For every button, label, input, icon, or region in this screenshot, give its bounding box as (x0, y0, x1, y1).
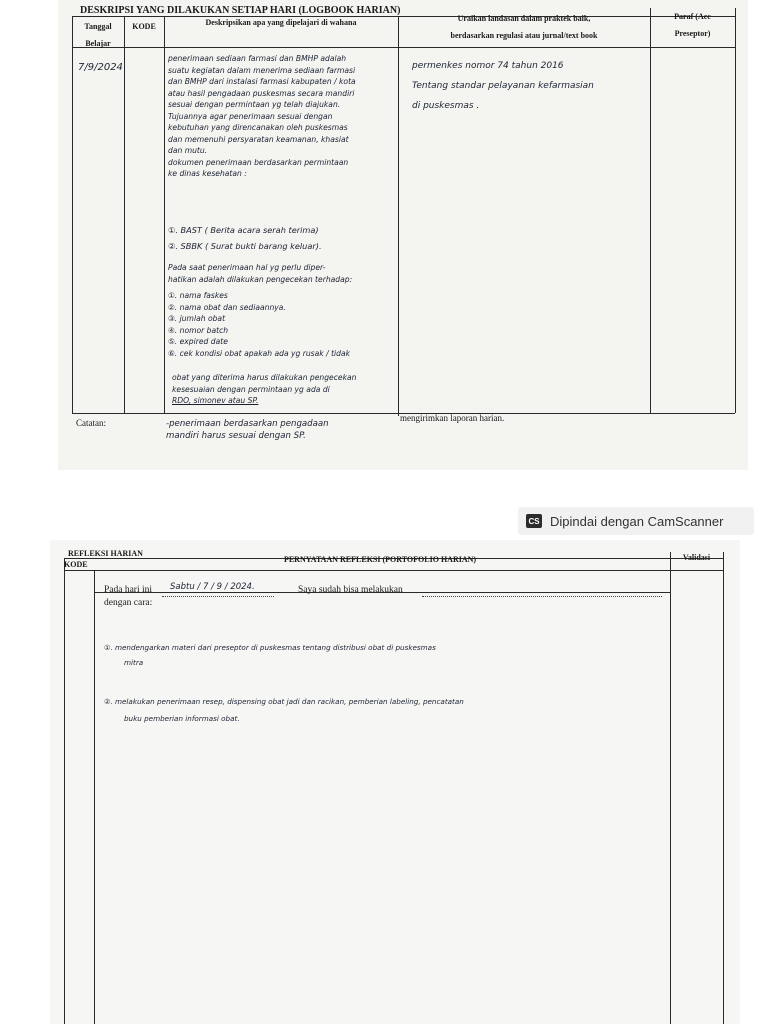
closing-line: obat yang diterima harus dilakukan pengecekan (172, 373, 357, 382)
camscanner-text: Dipindai dengan CamScanner (550, 513, 724, 529)
check-intro-line: Pada saat penerimaan hal yg perlu diper- (168, 263, 326, 272)
reflection-line: ①. mendengarkan materi dari preseptor di puskesmas tentang distribusi obat di puskesmas (104, 643, 436, 652)
logbook-page (58, 0, 748, 470)
regulation-list (412, 56, 594, 116)
camscanner-watermark (518, 507, 754, 535)
catatan-label: Catatan: (76, 418, 106, 428)
description-line: dokumen penerimaan berdasarkan permintaan (168, 157, 349, 167)
closing-line: RDO, simonev atau SP. (172, 396, 259, 405)
checklist-item: ④. nomor batch (168, 325, 229, 335)
reflection-line: mitra (124, 658, 144, 667)
table-left-border (72, 16, 73, 413)
table-header-divider (72, 47, 735, 48)
description-line: dan memenuhi persyaratan keamanan, khasiat (168, 134, 349, 144)
description-list (168, 53, 356, 180)
header-uraikan-line1: Uraikan landasan dalam praktek baik, (457, 14, 591, 23)
reflection-point-2 (104, 692, 464, 726)
camscanner-icon: CS (526, 514, 542, 528)
table-right-border (735, 8, 736, 413)
header-paraf-line1: Paraf (Acc (674, 12, 711, 21)
entry-date: 7/9/2024 (78, 62, 123, 73)
header-paraf-line2: Preseptor) (674, 29, 711, 38)
header-kode: KODE (132, 22, 156, 31)
refleksi-header-divider (64, 570, 723, 571)
catatan-right-text: mengirimkan laporan harian. (400, 413, 505, 423)
col-divider-kode (164, 16, 165, 413)
checklist-item: ②. nama obat dan sediaannya. (168, 302, 286, 312)
checklist (168, 290, 350, 359)
description-line: penerimaan sediaan farmasi dan BMHP adalah (168, 54, 347, 63)
catatan-notes (166, 418, 329, 442)
refleksi-page (50, 540, 740, 1024)
refleksi-validasi: Validasi (682, 553, 711, 562)
checklist-item: ①. nama faskes (168, 291, 228, 300)
description-line: dan BMHP dari instalasi farmasi kabupaten / kota (168, 77, 356, 86)
checklist-item: ③. jumlah obat (168, 314, 226, 323)
description-line: dan mutu. (168, 146, 208, 155)
checklist-item: ⑥. cek kondisi obat apakah ada yg rusak / tidak (168, 348, 351, 358)
regulation-line: Tentang standar pelayanan kefarmasian (412, 81, 594, 91)
check-intro-line: hatikan adalah dilakukan pengecekan terhadap: (168, 274, 353, 284)
col-divider-deskripsi (398, 16, 399, 416)
reflection-line: buku pemberian informasi obat. (124, 714, 240, 723)
day-date-dotline (162, 596, 274, 597)
day-date-value: Sabtu / 7 / 9 / 2024. (170, 582, 255, 592)
document-item: ②. SBBK ( Surat bukti barang keluar). (168, 241, 322, 251)
dengan-cara-label: dengan cara: (104, 598, 153, 608)
refleksi-col-validasi-divider (670, 552, 671, 1024)
refleksi-left-border (64, 558, 65, 1024)
checklist-item: ⑤. expired date (168, 337, 228, 346)
refleksi-kode: KODE (64, 560, 88, 569)
sudah-bisa-dotline (422, 596, 662, 597)
description-line: Tujuannya agar penerimaan sesuai dengan (168, 111, 333, 121)
closing-list (172, 372, 356, 407)
catatan-line: -penerimaan berdasarkan pengadaan (166, 419, 329, 429)
regulation-line: permenkes nomor 74 tahun 2016 (412, 61, 564, 71)
documents-list (168, 222, 322, 254)
header-belajar: Belajar (85, 39, 111, 48)
description-line: atau hasil pengadaan puskesmas secara mandiri (168, 88, 355, 98)
refleksi-inner-left-border (94, 570, 95, 1024)
reflection-line: ②. melakukan penerimaan resep, dispensing obat jadi dan racikan, pemberian labeling, pencatatan (104, 697, 464, 706)
check-intro (168, 262, 352, 285)
col-divider-uraikan (650, 8, 651, 413)
description-line: suatu kegiatan dalam menerima sediaan farmasi (168, 65, 356, 75)
catatan-line: mandiri harus sesuai dengan SP. (166, 431, 306, 441)
refleksi-right-border (723, 552, 724, 1024)
description-line: sesuai dengan permintaan yg telah diajukan. (168, 100, 341, 109)
refleksi-pernyataan: PERNYATAAN REFLEKSI (PORTOFOLIO HARIAN) (283, 555, 477, 564)
sudah-bisa-label: Saya sudah bisa melakukan (298, 585, 403, 595)
logbook-title: DESKRIPSI YANG DILAKUKAN SETIAP HARI (LOGBOOK HARIAN) (80, 5, 401, 16)
regulation-line: di puskesmas . (412, 101, 480, 111)
header-tanggal: Tanggal (84, 22, 112, 31)
header-deskripsi: Deskripsikan apa yang dipelajari di wahana (205, 18, 357, 27)
refleksi-title: REFLEKSI HARIAN (68, 549, 143, 558)
col-divider-tanggal (124, 16, 125, 413)
document-item: ①. BAST ( Berita acara serah terima) (168, 225, 319, 235)
description-line: kebutuhan yang direncanakan oleh puskesmas (168, 123, 348, 132)
reflection-point-1 (104, 638, 436, 668)
description-line: ke dinas kesehatan : (168, 169, 247, 178)
header-uraikan-line2: berdasarkan regulasi atau jurnal/text book (450, 31, 598, 40)
pada-hari-ini-label: Pada hari ini (104, 585, 153, 595)
closing-line: kesesuaian dengan permintaan yg ada di (172, 384, 330, 394)
